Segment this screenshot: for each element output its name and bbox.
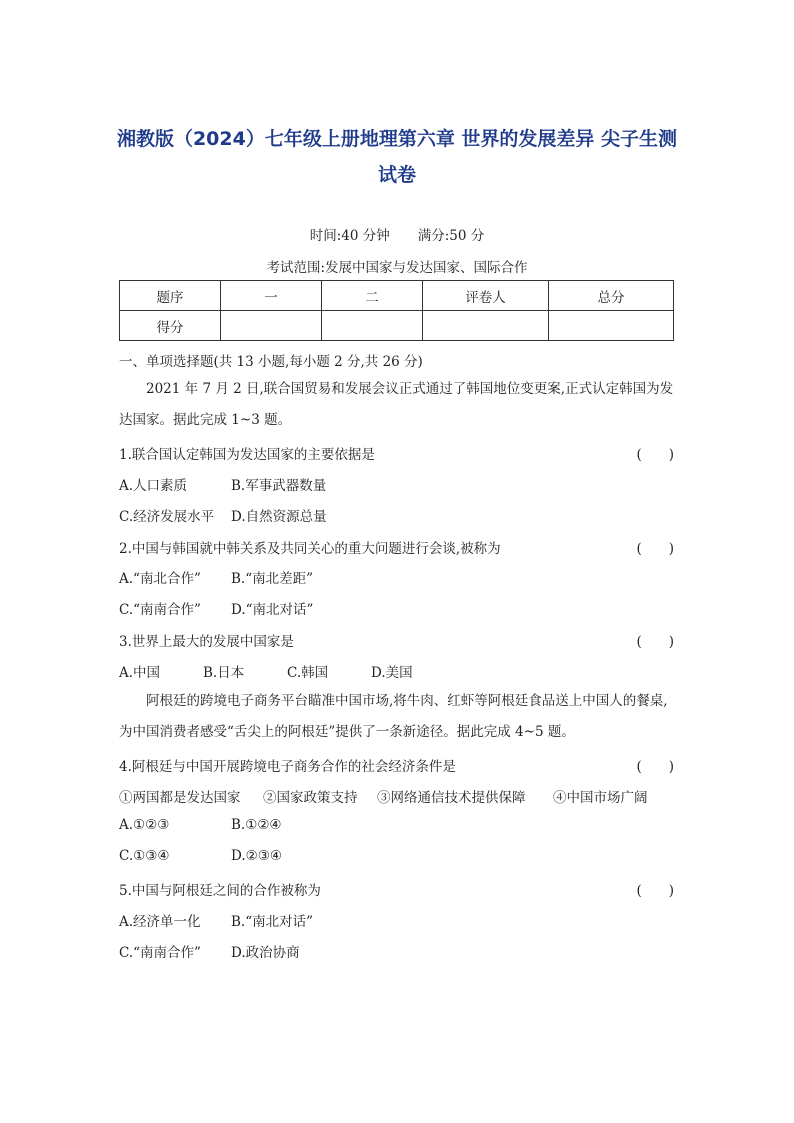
score-cell[interactable]	[221, 311, 322, 341]
option-c[interactable]: C.“南南合作”	[119, 602, 201, 618]
option-d[interactable]: D.②③④	[231, 848, 282, 864]
score-table-header-row	[120, 281, 674, 311]
score-header-cell: 题序	[120, 281, 221, 311]
score-header-cell: 总分	[549, 281, 674, 311]
option-c[interactable]: C.经济发展水平	[119, 509, 215, 525]
option-d[interactable]: D.美国	[371, 665, 413, 681]
score-row-label: 得分	[120, 311, 221, 341]
exam-meta	[0, 224, 794, 244]
question-5-options-row	[119, 910, 674, 930]
option-b[interactable]: B.“南北差距”	[231, 571, 314, 587]
option-a[interactable]: A.①②③	[119, 817, 170, 833]
question-3-stem: 3.世界上最大的发展中国家是	[119, 634, 294, 650]
option-b[interactable]: B.①②④	[231, 817, 282, 833]
option-a[interactable]: A.经济单一化	[119, 914, 201, 930]
answer-blank[interactable]: ( )	[636, 541, 674, 557]
score-table	[119, 280, 674, 341]
option-b[interactable]: B.军事武器数量	[231, 478, 327, 494]
option-c[interactable]: C.①③④	[119, 848, 170, 864]
statement: ①两国都是发达国家	[119, 790, 241, 806]
question-5-options-row	[119, 941, 674, 961]
option-b[interactable]: B.日本	[203, 665, 245, 681]
question-3-options-row	[119, 661, 674, 681]
question-2-options-row	[119, 567, 674, 587]
title-line-2: 试卷	[377, 164, 416, 186]
option-c[interactable]: C.“南南合作”	[119, 945, 201, 961]
question-1-options-row	[119, 474, 674, 494]
statement: ④中国市场广阔	[553, 790, 648, 806]
score-cell[interactable]	[549, 311, 674, 341]
answer-blank[interactable]: ( )	[636, 447, 674, 463]
question-2-options-row	[119, 598, 674, 618]
passage-2: 阿根廷的跨境电子商务平台瞄准中国市场,将牛肉、红虾等阿根廷食品送上中国人的餐桌,为中国消费者感受“舌尖上的阿根廷”提供了一条新途径。据此完成 4~5 题。	[119, 693, 668, 740]
document-title	[100, 121, 694, 193]
question-2-stem: 2.中国与韩国就中韩关系及共同关心的重大问题进行会谈,被称为	[119, 541, 501, 557]
exam-scope: 考试范围:发展中国家与发达国家、国际合作	[266, 260, 528, 276]
question-1-options-row	[119, 505, 674, 525]
option-b[interactable]: B.“南北对话”	[231, 914, 314, 930]
option-d[interactable]: D.自然资源总量	[231, 509, 327, 525]
question-4-options-row	[119, 848, 674, 864]
answer-blank[interactable]: ( )	[636, 634, 674, 650]
question-4-options-row	[119, 817, 674, 833]
answer-blank[interactable]: ( )	[636, 759, 674, 775]
section-heading: 一、单项选择题(共 13 小题,每小题 2 分,共 26 分)	[119, 354, 423, 370]
question-4-statements	[119, 786, 674, 806]
question-4-stem: 4.阿根廷与中国开展跨境电子商务合作的社会经济条件是	[119, 759, 456, 775]
option-d[interactable]: D.“南北对话”	[231, 602, 314, 618]
exam-time: 时间:40 分钟	[309, 228, 390, 244]
option-c[interactable]: C.韩国	[287, 665, 329, 681]
score-header-cell: 评卷人	[423, 281, 549, 311]
option-d[interactable]: D.政治协商	[231, 945, 300, 961]
option-a[interactable]: A.中国	[119, 665, 161, 681]
score-header-cell: 二	[322, 281, 423, 311]
score-cell[interactable]	[322, 311, 423, 341]
question-5-stem: 5.中国与阿根廷之间的合作被称为	[119, 883, 321, 899]
title-line-1: 湘教版（2024）七年级上册地理第六章 世界的发展差异 尖子生测	[116, 128, 678, 150]
score-header-cell: 一	[221, 281, 322, 311]
score-table-row	[120, 311, 674, 341]
exam-full-score: 满分:50 分	[417, 228, 485, 244]
option-a[interactable]: A.“南北合作”	[119, 571, 201, 587]
answer-blank[interactable]: ( )	[636, 883, 674, 899]
score-cell[interactable]	[423, 311, 549, 341]
option-a[interactable]: A.人口素质	[119, 478, 188, 494]
question-1-stem: 1.联合国认定韩国为发达国家的主要依据是	[119, 447, 375, 463]
statement: ②国家政策支持	[263, 790, 358, 806]
passage-1: 2021 年 7 月 2 日,联合国贸易和发展会议正式通过了韩国地位变更案,正式认定韩国为发达国家。据此完成 1~3 题。	[119, 381, 674, 428]
statement: ③网络通信技术提供保障	[377, 790, 526, 806]
